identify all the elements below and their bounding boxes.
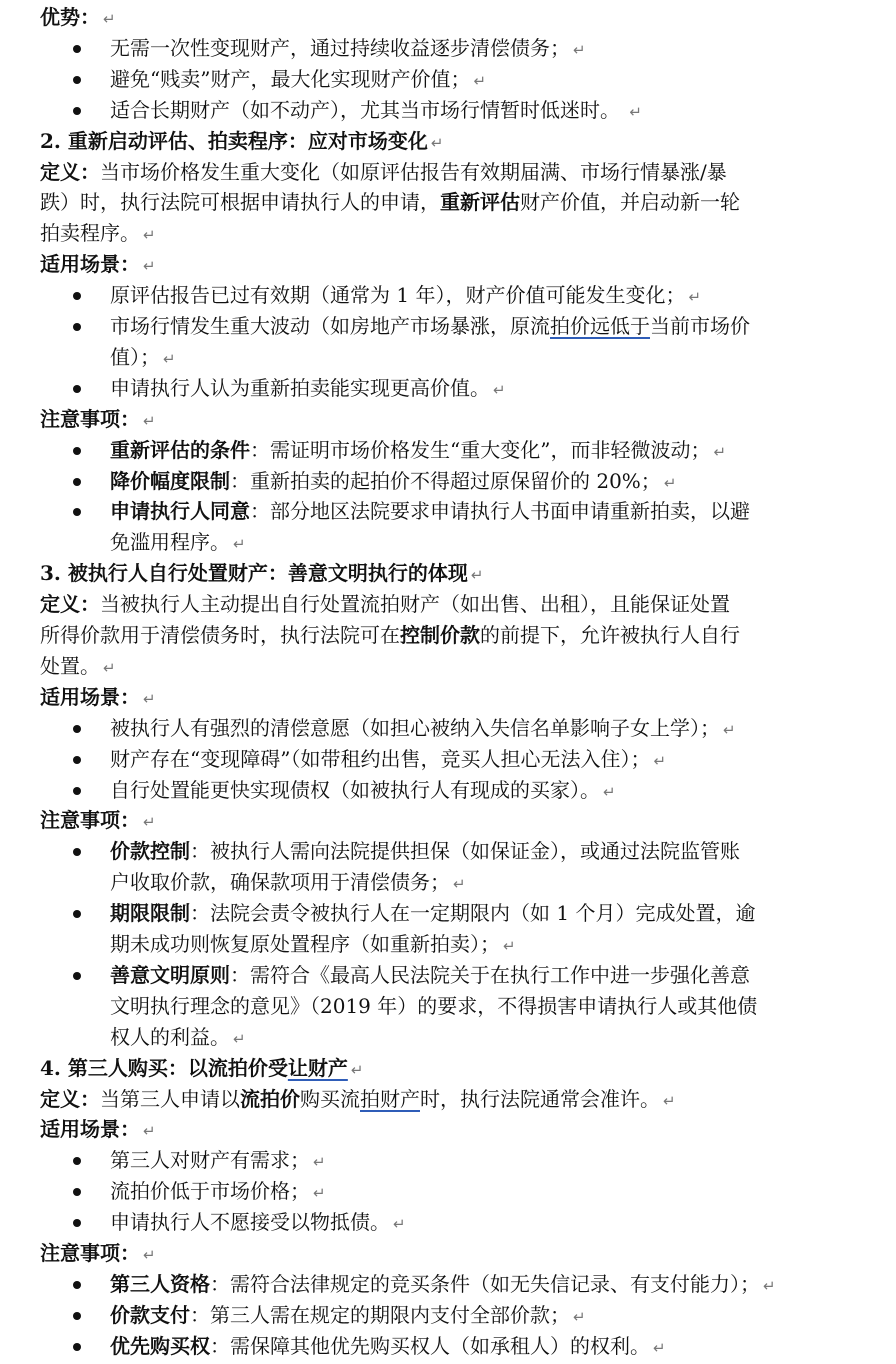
text-segment: 期未成功则恢复原处置程序（如重新拍卖）； [110, 932, 500, 956]
bold-text: 善意文明原则 [110, 962, 230, 987]
bullet-icon [73, 45, 81, 53]
bold-text: 优势： [40, 5, 100, 29]
bullet-icon [73, 508, 81, 516]
bullet-icon [73, 1343, 81, 1351]
bullet-icon [73, 76, 81, 84]
bullet-icon [73, 1312, 81, 1320]
paragraph-mark-icon: ↵ [313, 1184, 326, 1203]
paragraph-mark-icon: ↵ [503, 937, 516, 955]
paragraph-mark-icon: ↵ [430, 133, 444, 152]
bold-text: 3. 被执行人自行处置财产：善意文明执行的体现 [40, 561, 468, 586]
paragraph-mark-icon: ↵ [603, 782, 616, 801]
paragraph-mark-icon: ↵ [233, 1029, 246, 1048]
paragraph-mark-icon: ↵ [143, 1122, 156, 1141]
text-segment: ：需证明市场价格发生“重大变化”，而非轻微波动； [250, 437, 711, 462]
text-line [40, 589, 860, 620]
bullet-icon [73, 323, 81, 331]
text-segment: ：需符合法律规定的竞买条件（如无失信记录、有支付能力）； [210, 1271, 760, 1296]
bullet-icon [73, 478, 81, 486]
bullet-icon [73, 1188, 81, 1196]
text-line [40, 126, 860, 159]
text-segment: 所得价款用于清偿债务时，执行法院可在 [40, 623, 400, 647]
bullet-icon [73, 107, 81, 115]
bold-text: 流拍价 [240, 1086, 300, 1111]
paragraph-mark-icon: ↵ [688, 288, 702, 307]
bold-text: 第三人资格 [110, 1271, 210, 1296]
text-line [40, 218, 860, 251]
bold-text: 定义： [40, 159, 100, 184]
paragraph-mark-icon: ↵ [493, 380, 506, 399]
text-segment: 跌）时，执行法院可根据申请执行人的申请， [40, 190, 440, 215]
bold-text: 定义： [40, 592, 100, 617]
bullet-icon [73, 910, 81, 918]
text-segment: 当第三人申请以 [100, 1086, 240, 1111]
text-line [40, 620, 860, 651]
text-segment: 时，执行法院通常会准许。 [420, 1086, 660, 1111]
paragraph-mark-icon: ↵ [143, 813, 156, 832]
text-segment: 流拍价低于市场价格； [110, 1179, 310, 1204]
bullet-icon [73, 787, 81, 795]
paragraph-mark-icon: ↵ [103, 658, 116, 677]
paragraph-mark-icon: ↵ [573, 40, 586, 59]
bold-text: 适用场景： [40, 252, 140, 277]
text-segment: 当市场价格发生重大变化（如原评估报告有效期届满、市场行情暴涨/暴 [100, 159, 727, 184]
text-segment: 当前市场价 [650, 314, 750, 338]
bullet-item [110, 280, 896, 313]
bullet-item [110, 1176, 896, 1209]
paragraph-mark-icon: ↵ [713, 442, 727, 461]
text-line [40, 805, 860, 838]
bullet-icon [73, 385, 81, 393]
text-segment: 处置。 [40, 653, 100, 678]
paragraph-mark-icon: ↵ [163, 349, 176, 368]
text-segment: ：第三人需在规定的期限内支付全部价款； [190, 1302, 570, 1327]
paragraph-mark-icon: ↵ [143, 257, 156, 276]
bullet-icon [73, 848, 81, 856]
text-segment: 户收取价款，确保款项用于清偿债务； [110, 870, 450, 895]
bold-text: 注意事项： [40, 808, 140, 833]
text-segment: 值）； [110, 344, 160, 369]
bold-text: 定义： [40, 1086, 100, 1111]
text-segment: 权人的利益。 [110, 1024, 230, 1049]
text-segment: ：法院会责令被执行人在一定期限内（如 1 个月）完成处置，逾 [190, 901, 756, 926]
text-segment: 适合长期财产（如不动产），尤其当市场行情暂时低迷时。 [110, 97, 627, 122]
paragraph-mark-icon: ↵ [453, 875, 466, 894]
text-line [40, 558, 860, 591]
text-segment: 免滥用程序。 [110, 530, 230, 555]
bullet-continuation [110, 1022, 896, 1055]
text-line [40, 249, 860, 282]
bold-text: 重新评估 [440, 190, 520, 215]
bullet-item [110, 466, 896, 499]
bullet-item [110, 960, 896, 991]
bullet-item [110, 713, 896, 746]
bold-text: 控制价款 [400, 623, 480, 647]
paragraph-mark-icon: ↵ [629, 102, 642, 121]
bullet-item [110, 64, 896, 97]
text-segment: 财产价值，并启动新一轮 [520, 190, 740, 215]
bold-text: 注意事项： [40, 1241, 140, 1265]
text-line [40, 1084, 860, 1117]
text-line [40, 2, 860, 35]
paragraph-mark-icon: ↵ [350, 1060, 364, 1079]
paragraph-mark-icon: ↵ [143, 226, 156, 245]
bullet-item [110, 836, 896, 867]
text-segment: 避免“贱卖”财产，最大化实现财产价值； [110, 66, 471, 91]
text-line [40, 1238, 860, 1271]
text-segment: ：需保障其他优先购买权人（如承租人）的权利。 [210, 1333, 650, 1358]
text-segment: 第三人对财产有需求； [110, 1148, 310, 1173]
bullet-item [110, 373, 896, 406]
text-segment: 市场行情发生重大波动（如房地产市场暴涨，原流 [110, 314, 550, 338]
text-segment: ：需符合《最高人民法院关于在执行工作中进一步强化善意 [230, 962, 750, 987]
paragraph-mark-icon: ↵ [470, 566, 484, 585]
bullet-item [110, 1300, 896, 1333]
bold-text: 适用场景： [40, 684, 140, 709]
paragraph-mark-icon: ↵ [233, 535, 246, 554]
text-segment: ：部分地区法院要求申请执行人书面申请重新拍卖，以避 [250, 499, 750, 524]
paragraph-mark-icon: ↵ [143, 411, 156, 430]
text-segment: 拍卖程序。 [40, 221, 140, 246]
bullet-item [110, 1269, 896, 1302]
paragraph-mark-icon: ↵ [103, 10, 116, 28]
paragraph-mark-icon: ↵ [393, 1215, 406, 1234]
text-segment: 原评估报告已过有效期（通常为 1 年），财产价值可能发生变化； [110, 283, 686, 308]
bold-text: 4. 第三人购买：以流拍价受 [40, 1055, 288, 1080]
bullet-icon [73, 756, 81, 764]
text-line [40, 1114, 860, 1147]
bullet-item [110, 1331, 896, 1364]
text-segment: 申请执行人不愿接受以物抵债。 [110, 1210, 390, 1235]
text-segment: 财产存在“变现障碍”（如带租约出售，竞买人担心无法入住）； [110, 746, 651, 771]
text-segment: 无需一次性变现财产，通过持续收益逐步清偿债务； [110, 35, 570, 60]
bullet-continuation [110, 342, 896, 375]
bold-text: 申请执行人同意 [110, 499, 250, 524]
bullet-icon [73, 725, 81, 733]
paragraph-mark-icon: ↵ [663, 1091, 676, 1110]
bullet-continuation [110, 929, 896, 962]
text-line [40, 157, 860, 188]
bullet-item [110, 898, 896, 929]
text-segment: 当被执行人主动提出自行处置流拍财产（如出售、出租），且能保证处置 [100, 592, 730, 617]
bullet-item [110, 33, 896, 66]
text-line [40, 404, 860, 437]
bold-text: 重新评估的条件 [110, 437, 250, 462]
paragraph-mark-icon: ↵ [723, 720, 736, 739]
text-segment: 文明执行理念的意见》（2019 年）的要求，不得损害申请执行人或其他债 [110, 993, 758, 1018]
text-segment: 被执行人有强烈的清偿意愿（如担心被纳入失信名单影响子女上学）； [110, 715, 720, 740]
text-line [40, 187, 860, 218]
bullet-item [110, 744, 896, 777]
paragraph-mark-icon: ↵ [653, 1338, 666, 1357]
bullet-item [110, 311, 896, 342]
bullet-item [110, 775, 896, 808]
bullet-item [110, 496, 896, 527]
text-line [40, 651, 860, 684]
text-segment: ：重新拍卖的起拍价不得超过原保留价的 20%； [230, 468, 661, 493]
bold-text: 降价幅度限制 [110, 468, 230, 493]
bold-text: 注意事项： [40, 406, 140, 431]
bullet-continuation [110, 867, 896, 900]
bullet-item [110, 435, 896, 468]
bullet-continuation [110, 527, 896, 560]
bold-text: 期限限制 [110, 901, 190, 926]
text-segment: 拍价远低于 [550, 314, 650, 338]
bold-text: 优先购买权 [110, 1333, 210, 1358]
bullet-continuation [110, 991, 896, 1022]
bold-text: 价款支付 [110, 1302, 190, 1327]
paragraph-mark-icon: ↵ [653, 751, 667, 770]
text-segment: 自行处置能更快实现债权（如被执行人有现成的买家）。 [110, 777, 600, 802]
bold-text: 让财产 [287, 1055, 348, 1080]
text-segment: 拍财产 [360, 1086, 420, 1111]
paragraph-mark-icon: ↵ [143, 1246, 156, 1264]
bullet-icon [73, 1219, 81, 1227]
bullet-icon [73, 972, 81, 980]
bullet-item [110, 1207, 896, 1240]
bullet-icon [73, 292, 81, 300]
bullet-item [110, 1145, 896, 1178]
bold-text: 价款控制 [110, 839, 190, 864]
paragraph-mark-icon: ↵ [473, 71, 487, 90]
text-line [40, 1053, 860, 1086]
bullet-icon [73, 447, 81, 455]
paragraph-mark-icon: ↵ [663, 473, 677, 492]
paragraph-mark-icon: ↵ [143, 689, 156, 708]
text-segment: 申请执行人认为重新拍卖能实现更高价值。 [110, 375, 490, 400]
text-line [40, 682, 860, 715]
text-segment: 的前提下，允许被执行人自行 [480, 623, 740, 647]
bullet-icon [73, 1157, 81, 1165]
bullet-icon [73, 1281, 81, 1289]
bold-text: 适用场景： [40, 1117, 140, 1142]
text-segment: ：被执行人需向法院提供担保（如保证金），或通过法院监管账 [190, 839, 740, 864]
bold-text: 2. 重新启动评估、拍卖程序：应对市场变化 [40, 128, 428, 153]
paragraph-mark-icon: ↵ [313, 1153, 326, 1172]
bullet-item [110, 95, 896, 128]
paragraph-mark-icon: ↵ [763, 1276, 776, 1295]
paragraph-mark-icon: ↵ [573, 1307, 586, 1326]
text-segment: 购买流 [300, 1086, 360, 1111]
